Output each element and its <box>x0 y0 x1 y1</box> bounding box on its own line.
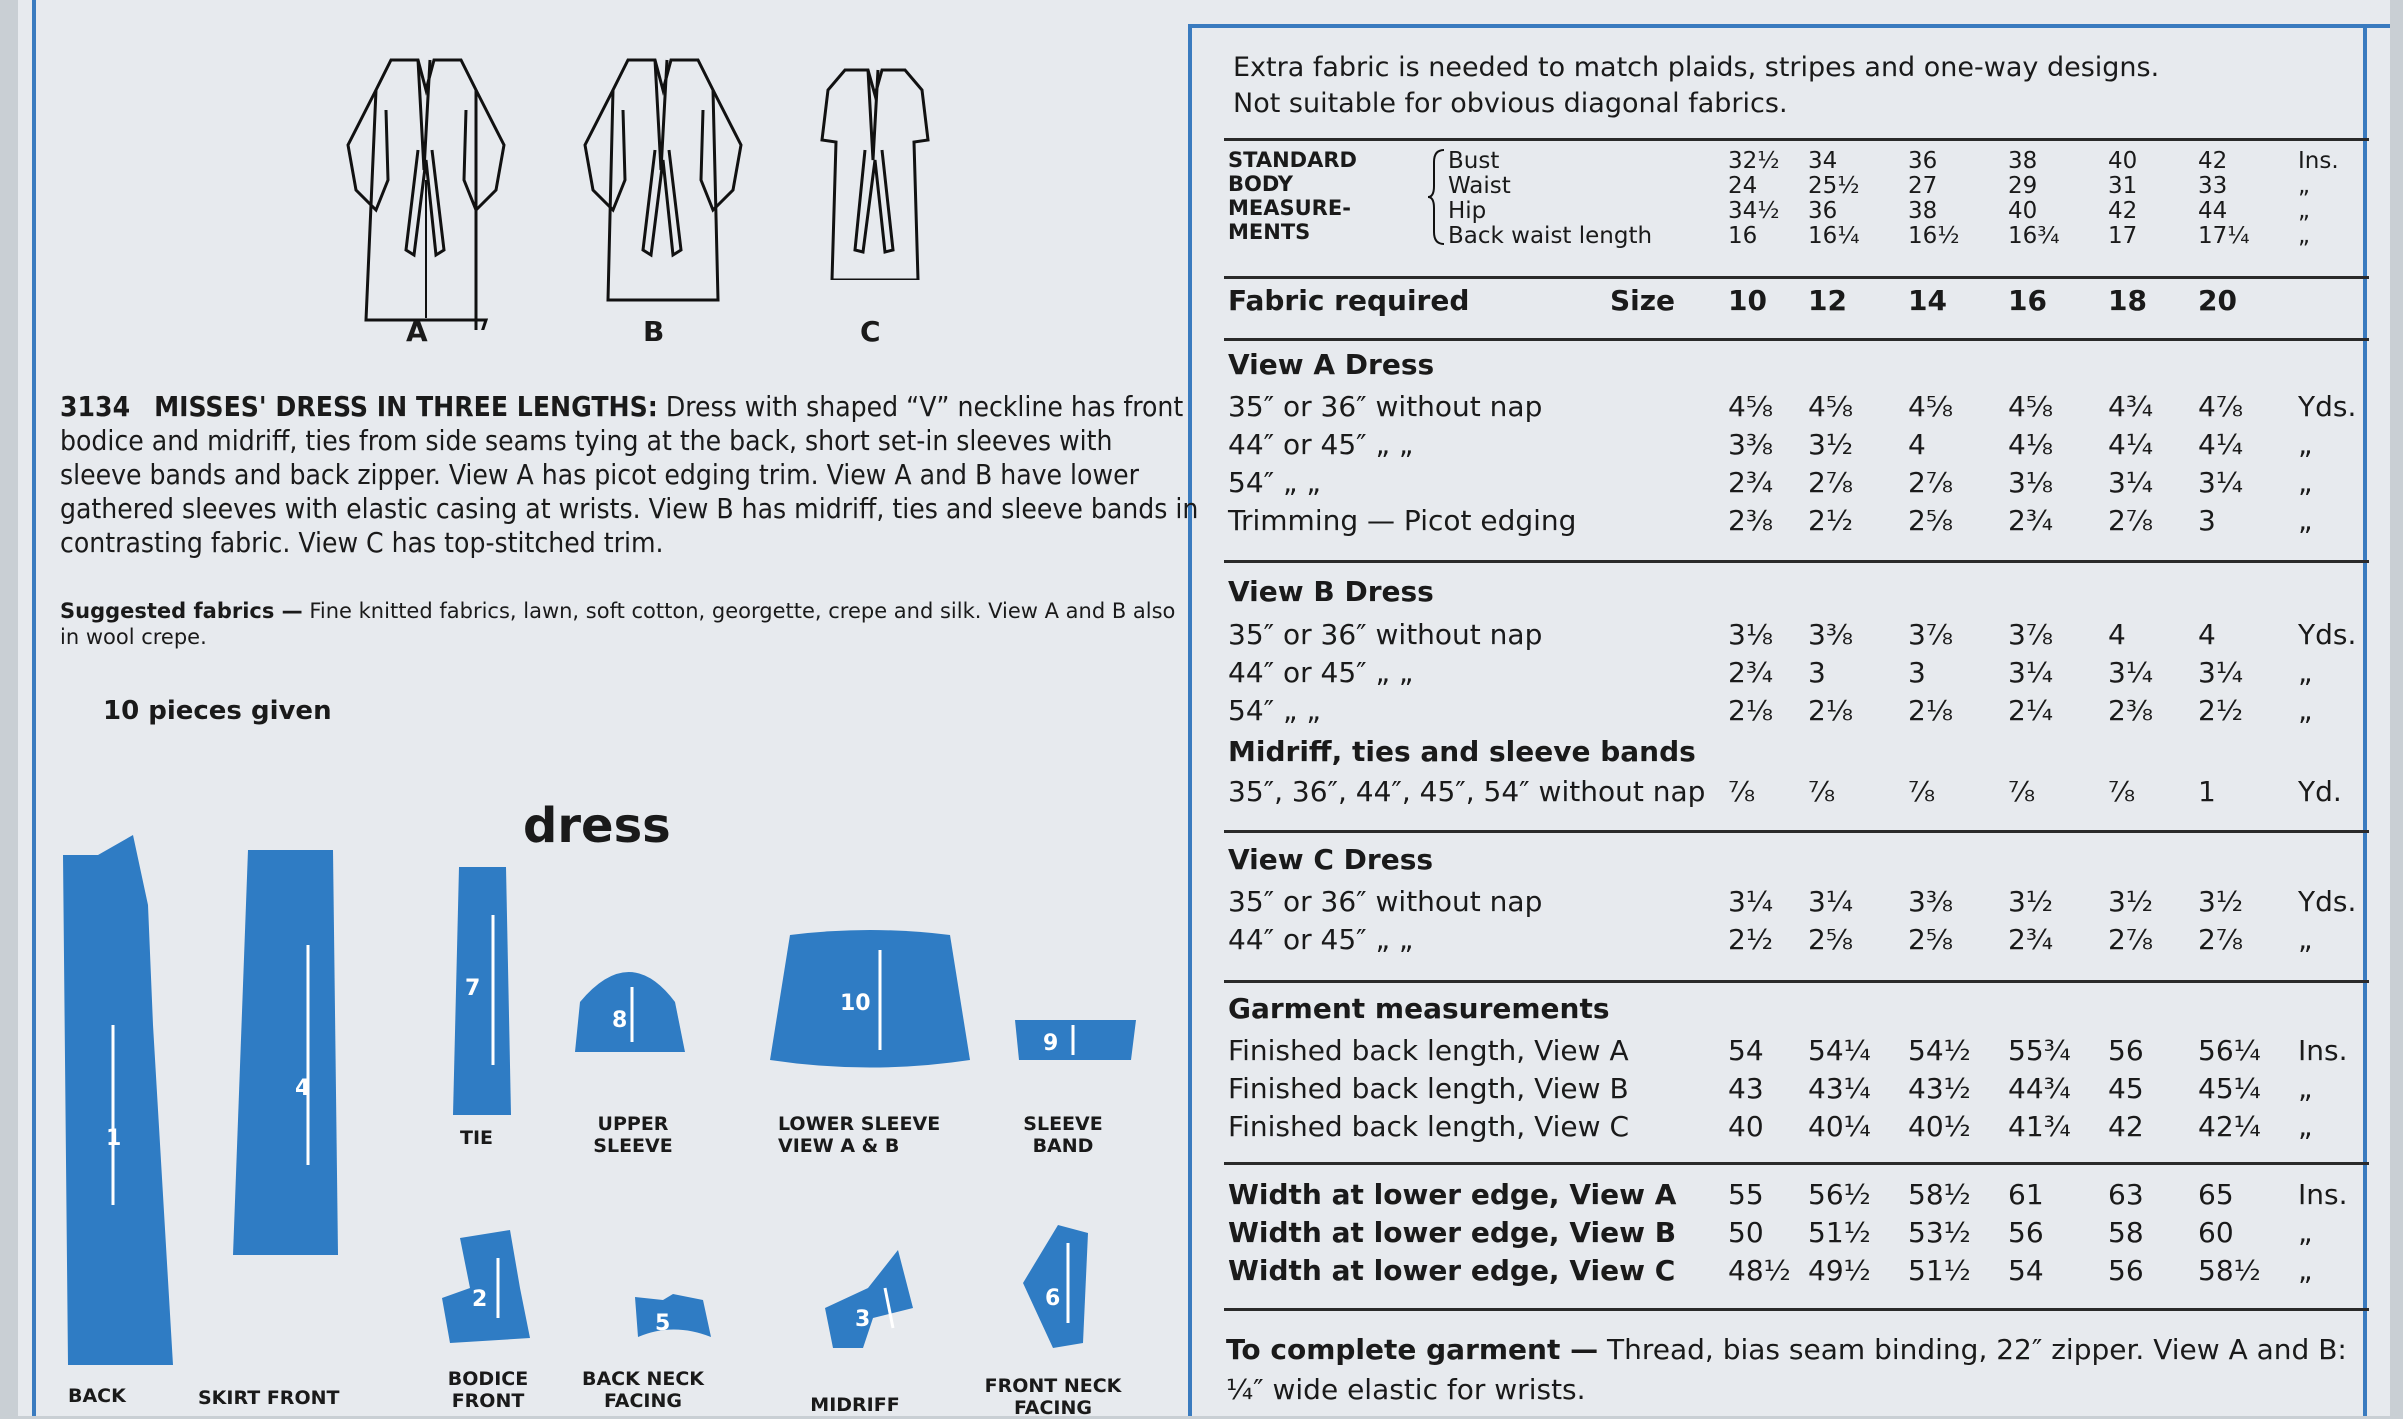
figure-b-illustration <box>573 50 753 310</box>
row-value: 2⅝ <box>1808 923 1853 956</box>
row-value: 2⅝ <box>1908 504 1953 537</box>
row-name: 44″ or 45″ „ „ <box>1228 428 1414 461</box>
row-value: 4⅛ <box>2008 428 2053 461</box>
row-value: 4⅝ <box>1808 390 1853 423</box>
std-row-name: Waist <box>1448 173 1511 199</box>
row-value: 3½ <box>2008 885 2053 918</box>
std-row-value: 36 <box>1808 198 1838 224</box>
row-value: 2⅞ <box>2108 504 2153 537</box>
row-value: 55 <box>1728 1178 1764 1211</box>
size-10: 10 <box>1728 284 1767 317</box>
row-value: 4⅝ <box>2008 390 2053 423</box>
row-value: 45 <box>2108 1072 2144 1105</box>
std-row-value: 17¼ <box>2198 223 2250 249</box>
row-value: 4⅝ <box>1728 390 1773 423</box>
piece-2-number: 2 <box>472 1287 488 1312</box>
std-row-value: 36 <box>1908 148 1938 174</box>
row-name: Midriff, ties and sleeve bands <box>1228 735 1696 768</box>
row-value: ⅞ <box>1808 775 1836 808</box>
row-value: 1 <box>2198 775 2216 808</box>
rule-after-header <box>1224 338 2369 341</box>
row-value: 43 <box>1728 1072 1764 1105</box>
pattern-description-text: Dress with shaped “V” neckline has front bodice and midriff, ties from side seams tying at the back, short set-in sleeves with sleeve bands and back zipper. View A has picot edging trim. View A and B have lower gathered sleeves with elastic casing at wrists. View B has midriff, ties and sleeve bands in contrasting fabric. View C has top-stitched trim. <box>60 390 1199 559</box>
piece-9-number: 9 <box>1043 1031 1059 1056</box>
section-rule <box>1224 1162 2369 1165</box>
row-value: 2½ <box>1728 923 1773 956</box>
piece-7-tie <box>451 865 516 1125</box>
piece-3-number: 3 <box>855 1307 871 1332</box>
row-value: 3¼ <box>2108 466 2153 499</box>
std-row-value: 34½ <box>1728 198 1780 224</box>
row-value: 3⅜ <box>1908 885 1953 918</box>
row-unit: Ins. <box>2298 1178 2348 1211</box>
fabric-note-2: Not suitable for obvious diagonal fabrics. <box>1233 88 1788 119</box>
rule-top <box>1224 138 2369 141</box>
row-value: 3½ <box>2108 885 2153 918</box>
row-value: 43¼ <box>1808 1072 1871 1105</box>
piece-6-front-neck-facing <box>1013 1223 1093 1353</box>
section-rule <box>1224 560 2369 563</box>
row-value: 3⅛ <box>2008 466 2053 499</box>
row-name: 54″ „ „ <box>1228 694 1321 727</box>
row-name: 35″, 36″, 44″, 45″, 54″ without nap <box>1228 775 1706 808</box>
row-value: 4 <box>1908 428 1926 461</box>
row-value: ⅞ <box>2108 775 2136 808</box>
piece-4-number: 4 <box>295 1076 311 1101</box>
piece-8-number: 8 <box>612 1008 628 1033</box>
row-value: 51½ <box>1808 1216 1871 1249</box>
row-unit: Yd. <box>2298 775 2342 808</box>
row-value: 48½ <box>1728 1254 1791 1287</box>
std-row-value: 17 <box>2108 223 2138 249</box>
row-value: 58 <box>2108 1216 2144 1249</box>
piece-8-label: UPPER SLEEVE <box>593 1113 673 1157</box>
std-row-value: 16 <box>1728 223 1758 249</box>
std-row-value: 40 <box>2008 198 2038 224</box>
section-title: View C Dress <box>1228 843 1434 876</box>
piece-5-back-neck-facing <box>633 1292 713 1342</box>
row-value: 58½ <box>2198 1254 2261 1287</box>
footer-text: Thread, bias seam binding, 22″ zipper. View A and B: <box>1607 1333 2347 1366</box>
to-complete-garment <box>1226 1330 2376 1410</box>
std-label-line-4: MENTS <box>1228 220 1311 244</box>
row-value: 2⅛ <box>1908 694 1953 727</box>
row-unit: „ <box>2298 428 2313 461</box>
row-value: 4 <box>2108 618 2126 651</box>
row-value: 54 <box>1728 1034 1764 1067</box>
row-value: 3 <box>1908 656 1926 689</box>
std-row-value: 27 <box>1908 173 1938 199</box>
std-row-value: 34 <box>1808 148 1838 174</box>
size-14: 14 <box>1908 284 1947 317</box>
row-value: 3¼ <box>2198 466 2243 499</box>
std-row-value: 24 <box>1728 173 1758 199</box>
row-name: 54″ „ „ <box>1228 466 1321 499</box>
piece-5-label: BACK NECK FACING <box>581 1368 704 1412</box>
piece-10-lower-sleeve <box>770 930 970 1070</box>
std-row-value: 16¼ <box>1808 223 1860 249</box>
standard-body-measurements-label <box>1228 148 1357 244</box>
row-name: Finished back length, View B <box>1228 1072 1629 1105</box>
std-row-value: 38 <box>2008 148 2038 174</box>
dress-heading: dress <box>523 798 671 854</box>
std-row-value: 25½ <box>1808 173 1860 199</box>
row-value: 51½ <box>1908 1254 1971 1287</box>
section-rule <box>1224 980 2369 983</box>
row-value: 42 <box>2108 1110 2144 1143</box>
std-row-value: 33 <box>2198 173 2228 199</box>
row-value: 63 <box>2108 1178 2144 1211</box>
row-value: 2¾ <box>2008 923 2053 956</box>
figure-a-label: A <box>406 315 428 348</box>
row-unit: Yds. <box>2298 885 2357 918</box>
row-value: 2½ <box>1808 504 1853 537</box>
row-value: 4¼ <box>2108 428 2153 461</box>
row-name: Width at lower edge, View A <box>1228 1178 1677 1211</box>
row-value: 2⅞ <box>2198 923 2243 956</box>
piece-9-sleeve-band <box>1013 1015 1138 1065</box>
row-unit: „ <box>2298 1072 2313 1105</box>
row-value: 3⅜ <box>1728 428 1773 461</box>
row-unit: Yds. <box>2298 390 2357 423</box>
std-label-line-2: BODY <box>1228 172 1293 196</box>
figure-a-illustration <box>336 50 516 330</box>
row-value: 2⅜ <box>2108 694 2153 727</box>
std-label-line-1: STANDARD <box>1228 148 1357 172</box>
row-value: 2¾ <box>1728 656 1773 689</box>
row-value: 56½ <box>1808 1178 1871 1211</box>
row-name: 35″ or 36″ without nap <box>1228 390 1543 423</box>
size-16: 16 <box>2008 284 2047 317</box>
row-unit: „ <box>2298 466 2313 499</box>
row-value: 56 <box>2108 1254 2144 1287</box>
section-title: View A Dress <box>1228 348 1435 381</box>
figure-c-illustration <box>810 60 940 280</box>
std-row-name: Hip <box>1448 198 1487 224</box>
piece-4-skirt-front <box>233 845 343 1265</box>
std-row-value: 42 <box>2198 148 2228 174</box>
row-value: 2½ <box>2198 694 2243 727</box>
suggested-fabrics <box>60 598 1200 650</box>
row-value: 41¾ <box>2008 1110 2071 1143</box>
row-value: 56¼ <box>2198 1034 2261 1067</box>
row-value: 2⅛ <box>1808 694 1853 727</box>
piece-4-label: SKIRT FRONT <box>198 1387 340 1409</box>
piece-2-label: BODICE FRONT <box>447 1368 529 1412</box>
std-row-value: 32½ <box>1728 148 1780 174</box>
row-value: 3¼ <box>2108 656 2153 689</box>
std-row-unit: Ins. <box>2298 148 2339 174</box>
row-value: 2⅝ <box>1908 923 1953 956</box>
row-unit: Yds. <box>2298 618 2357 651</box>
figure-c-label: C <box>860 315 881 348</box>
row-unit: „ <box>2298 1216 2313 1249</box>
row-value: 2⅜ <box>1728 504 1773 537</box>
row-value: 54 <box>2008 1254 2044 1287</box>
piece-1-number: 1 <box>106 1126 122 1151</box>
row-value: 58½ <box>1908 1178 1971 1211</box>
piece-3-label: MIDRIFF <box>810 1394 900 1416</box>
row-value: 4 <box>2198 618 2216 651</box>
section-title: View B Dress <box>1228 575 1434 608</box>
row-unit: „ <box>2298 1254 2313 1287</box>
row-value: 4¼ <box>2198 428 2243 461</box>
row-value: 49½ <box>1808 1254 1871 1287</box>
size-12: 12 <box>1808 284 1847 317</box>
row-name: 44″ or 45″ „ „ <box>1228 656 1414 689</box>
footer-label: To complete garment — <box>1226 1333 1599 1366</box>
suggested-fabrics-text: Fine knitted fabrics, lawn, soft cotton, georgette, crepe and silk. View A and B also in wool crepe. <box>60 599 1176 649</box>
row-value: 3⅞ <box>2008 618 2053 651</box>
size-20: 20 <box>2198 284 2237 317</box>
row-name: Finished back length, View A <box>1228 1034 1629 1067</box>
row-value: 4⅞ <box>2198 390 2243 423</box>
row-value: 2¼ <box>2008 694 2053 727</box>
fabric-notes <box>1233 50 2159 122</box>
row-value: 4⅝ <box>1908 390 1953 423</box>
row-value: 50 <box>1728 1216 1764 1249</box>
left-panel <box>48 30 1199 1419</box>
figure-b-label: B <box>643 315 665 348</box>
std-row-value: 31 <box>2108 173 2138 199</box>
pattern-description <box>60 390 1200 560</box>
row-value: 3½ <box>2198 885 2243 918</box>
row-unit: „ <box>2298 923 2313 956</box>
row-value: 2⅛ <box>1728 694 1773 727</box>
std-row-value: 16¾ <box>2008 223 2060 249</box>
std-row-value: 44 <box>2198 198 2228 224</box>
piece-9-label: SLEEVE BAND <box>1023 1113 1103 1157</box>
pattern-number: 3134 <box>60 390 131 423</box>
pattern-envelope-back <box>18 0 2390 1419</box>
row-name: 35″ or 36″ without nap <box>1228 618 1543 651</box>
std-row-value: 40 <box>2108 148 2138 174</box>
row-value: 65 <box>2198 1178 2234 1211</box>
row-value: 61 <box>2008 1178 2044 1211</box>
row-name: Width at lower edge, View B <box>1228 1216 1677 1249</box>
row-value: 3½ <box>1808 428 1853 461</box>
fabric-note-1: Extra fabric is needed to match plaids, stripes and one-way designs. <box>1233 52 2160 83</box>
piece-10-number: 10 <box>840 991 871 1016</box>
row-name: 44″ or 45″ „ „ <box>1228 923 1414 956</box>
row-value: 2¾ <box>1728 466 1773 499</box>
piece-2-bodice-front <box>440 1228 540 1348</box>
section-rule <box>1224 830 2369 833</box>
row-unit: „ <box>2298 1110 2313 1143</box>
row-value: 3 <box>2198 504 2216 537</box>
pattern-title: MISSES' DRESS IN THREE LENGTHS: <box>154 390 658 423</box>
row-value: 56 <box>2008 1216 2044 1249</box>
row-value: 42¼ <box>2198 1110 2261 1143</box>
std-row-unit: „ <box>2298 223 2310 249</box>
piece-6-number: 6 <box>1045 1286 1061 1311</box>
row-value: ⅞ <box>2008 775 2036 808</box>
row-unit: „ <box>2298 504 2313 537</box>
row-value: 2⅞ <box>1908 466 1953 499</box>
std-row-value: 16½ <box>1908 223 1960 249</box>
piece-7-number: 7 <box>465 976 481 1001</box>
std-row-value: 38 <box>1908 198 1938 224</box>
row-name: 35″ or 36″ without nap <box>1228 885 1543 918</box>
row-unit: „ <box>2298 656 2313 689</box>
row-name: Trimming — Picot edging <box>1228 504 1577 537</box>
top-border-rule <box>1188 24 2390 28</box>
row-value: 3¼ <box>1808 885 1853 918</box>
row-value: 3⅞ <box>1908 618 1953 651</box>
row-value: 40¼ <box>1808 1110 1871 1143</box>
row-unit: Ins. <box>2298 1034 2348 1067</box>
std-row-unit: „ <box>2298 198 2310 224</box>
piece-10-label: LOWER SLEEVE VIEW A & B <box>778 1113 941 1157</box>
row-value: 60 <box>2198 1216 2234 1249</box>
row-unit: „ <box>2298 694 2313 727</box>
row-value: 54¼ <box>1808 1034 1871 1067</box>
std-row-unit: „ <box>2298 173 2310 199</box>
row-value: 45¼ <box>2198 1072 2261 1105</box>
left-border-rule <box>32 0 36 1416</box>
fabric-required-label: Fabric required <box>1228 284 1470 317</box>
row-value: 3⅛ <box>1728 618 1773 651</box>
section-title: Garment measurements <box>1228 992 1610 1025</box>
row-value: 3⅜ <box>1808 618 1853 651</box>
piece-1-back <box>58 825 188 1365</box>
piece-8-upper-sleeve <box>570 962 690 1062</box>
footer-line-2: ¼″ wide elastic for wrists. <box>1226 1373 1586 1406</box>
row-value: 2⅞ <box>1808 466 1853 499</box>
row-value: 3¼ <box>2198 656 2243 689</box>
row-value: 54½ <box>1908 1034 1971 1067</box>
row-value: 55¾ <box>2008 1034 2071 1067</box>
row-value: 53½ <box>1908 1216 1971 1249</box>
brace-icon <box>1428 148 1448 246</box>
piece-7-label: TIE <box>460 1127 494 1149</box>
std-row-name: Back waist length <box>1448 223 1653 249</box>
row-value: 3 <box>1808 656 1826 689</box>
rule-after-standard <box>1224 276 2369 279</box>
row-name: Finished back length, View C <box>1228 1110 1629 1143</box>
std-row-value: 42 <box>2108 198 2138 224</box>
row-value: 2¾ <box>2008 504 2053 537</box>
row-value: ⅞ <box>1728 775 1756 808</box>
piece-1-label: BACK <box>68 1385 126 1407</box>
suggested-fabrics-label: Suggested fabrics — <box>60 599 303 623</box>
size-18: 18 <box>2108 284 2147 317</box>
piece-3-midriff <box>823 1248 923 1358</box>
row-value: 40½ <box>1908 1110 1971 1143</box>
std-row-name: Bust <box>1448 148 1500 174</box>
row-value: 40 <box>1728 1110 1764 1143</box>
pieces-given: 10 pieces given <box>103 696 332 726</box>
right-panel <box>1208 30 2398 1410</box>
size-label: Size <box>1610 284 1676 317</box>
row-value: 43½ <box>1908 1072 1971 1105</box>
std-label-line-3: MEASURE- <box>1228 196 1351 220</box>
section-rule <box>1224 1308 2369 1311</box>
row-name: Width at lower edge, View C <box>1228 1254 1676 1287</box>
row-value: 3¼ <box>1728 885 1773 918</box>
piece-5-number: 5 <box>655 1311 671 1336</box>
row-value: 44¾ <box>2008 1072 2071 1105</box>
row-value: 3¼ <box>2008 656 2053 689</box>
std-row-value: 29 <box>2008 173 2038 199</box>
row-value: ⅞ <box>1908 775 1936 808</box>
row-value: 4¾ <box>2108 390 2153 423</box>
row-value: 2⅞ <box>2108 923 2153 956</box>
piece-6-label: FRONT NECK FACING <box>984 1375 1122 1419</box>
row-value: 56 <box>2108 1034 2144 1067</box>
